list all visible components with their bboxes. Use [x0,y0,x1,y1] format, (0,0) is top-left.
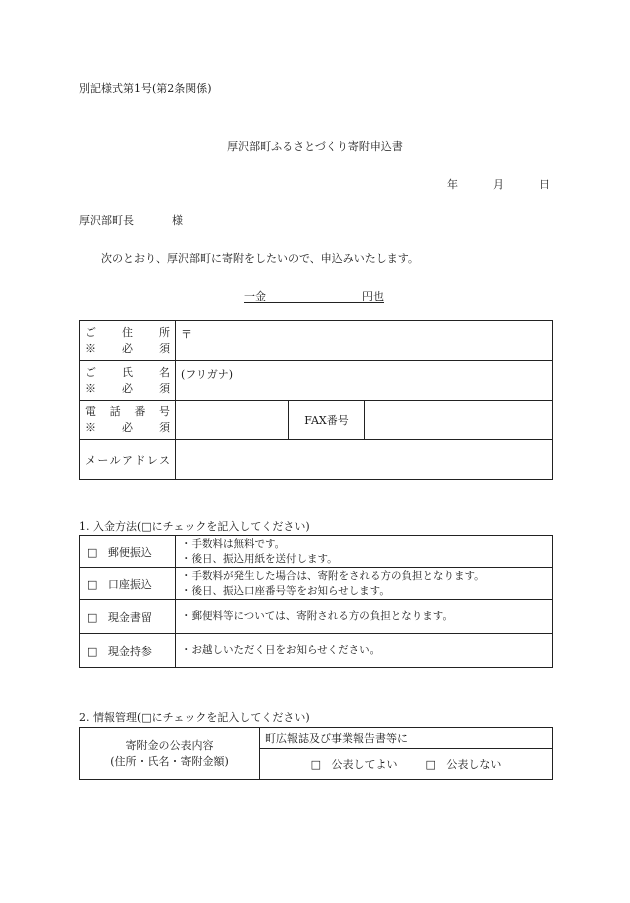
name-label-cell [80,361,176,401]
addressee: 厚沢部町長 [79,214,134,227]
name-required: ※ 必 須 [85,381,170,395]
intro-text: 次のとおり、厚沢部町に寄附をしたいので、申込みいたします。 [101,252,419,265]
phone-row [80,401,553,440]
payment-method-label: 口座振込 [107,577,152,591]
amount-prefix: 一金 [244,290,266,303]
payment-method-cell [80,600,176,634]
payment-method-label: 郵便振込 [107,545,152,559]
form-reference: 別記様式第1号(第2条関係) [79,82,212,95]
amount-line [244,288,384,303]
payment-row [80,600,553,634]
payment-row [80,568,553,600]
payment-method-cell [80,568,176,600]
address-required: ※ 必 須 [85,341,170,355]
fax-label: FAX番号 [289,401,365,440]
payment-note: ・後日、振込口座番号等をお知らせします。 [181,584,390,597]
amount-suffix: 円也 [362,290,384,303]
checkbox[interactable]: □ [87,545,98,559]
date-day-label: 日 [539,178,550,191]
name-input[interactable] [176,361,553,401]
payment-method-cell [80,536,176,568]
info-table [79,727,553,780]
option-publish-label: 公表してよい [331,758,398,771]
info-top-text: 町広報誌及び事業報告書等に [260,728,553,749]
address-label: ご 住 所 [85,325,170,339]
payment-heading: 1. 入金方法(□にチェックを記入してください) [79,520,310,533]
furigana-label: (フリガナ) [181,368,234,381]
checkbox[interactable]: □ [310,758,321,771]
payment-table [79,535,553,668]
payment-notes [176,600,553,634]
checkbox[interactable]: □ [425,758,436,771]
option-no-publish-label: 公表しない [446,758,502,771]
checkbox[interactable]: □ [87,577,98,591]
payment-note: ・手数料は無料です。 [181,537,286,550]
info-options-cell [260,749,553,780]
checkbox[interactable]: □ [87,644,98,658]
payment-method-label: 現金持参 [107,644,152,658]
info-label-line1: 寄附金の公表内容 [125,738,214,752]
address-row [80,321,553,361]
payment-notes [176,568,553,600]
honorific: 様 [172,214,183,227]
payment-method-cell [80,634,176,668]
date-year-label: 年 [447,178,458,191]
applicant-table [79,320,553,480]
payment-notes [176,634,553,668]
phone-required: ※ 必 須 [85,421,170,434]
email-input[interactable] [176,440,553,480]
payment-row [80,634,553,668]
address-label-cell [80,321,176,361]
page-title: 厚沢部町ふるさとづくり寄附申込書 [227,140,403,153]
payment-note: ・郵便料等については、寄附される方の負担となります。 [181,610,453,622]
info-row-top [80,728,553,749]
date-month-label: 月 [493,178,504,191]
payment-note: ・後日、振込用紙を送付します。 [181,552,338,565]
checkbox[interactable]: □ [87,610,98,624]
postal-mark: 〒 [181,328,192,341]
address-input[interactable] [176,321,553,361]
info-label-line2: (住所・氏名・寄附金額) [110,754,229,768]
name-row [80,361,553,401]
email-label: メールアドレス [80,440,176,480]
email-row [80,440,553,480]
payment-notes [176,536,553,568]
payment-note: ・手数料が発生した場合は、寄附をされる方の負担となります。 [181,569,485,582]
payment-note: ・お越しいただく日をお知らせください。 [181,644,381,656]
phone-label-cell [80,401,176,440]
info-label-cell [80,728,260,780]
phone-label: 電 話 番 号 [85,405,170,418]
payment-method-label: 現金書留 [107,610,152,624]
info-heading: 2. 情報管理(□にチェックを記入してください) [79,711,310,724]
fax-input[interactable] [365,401,553,440]
name-label: ご 氏 名 [85,365,170,379]
payment-row [80,536,553,568]
phone-input[interactable] [176,401,289,440]
